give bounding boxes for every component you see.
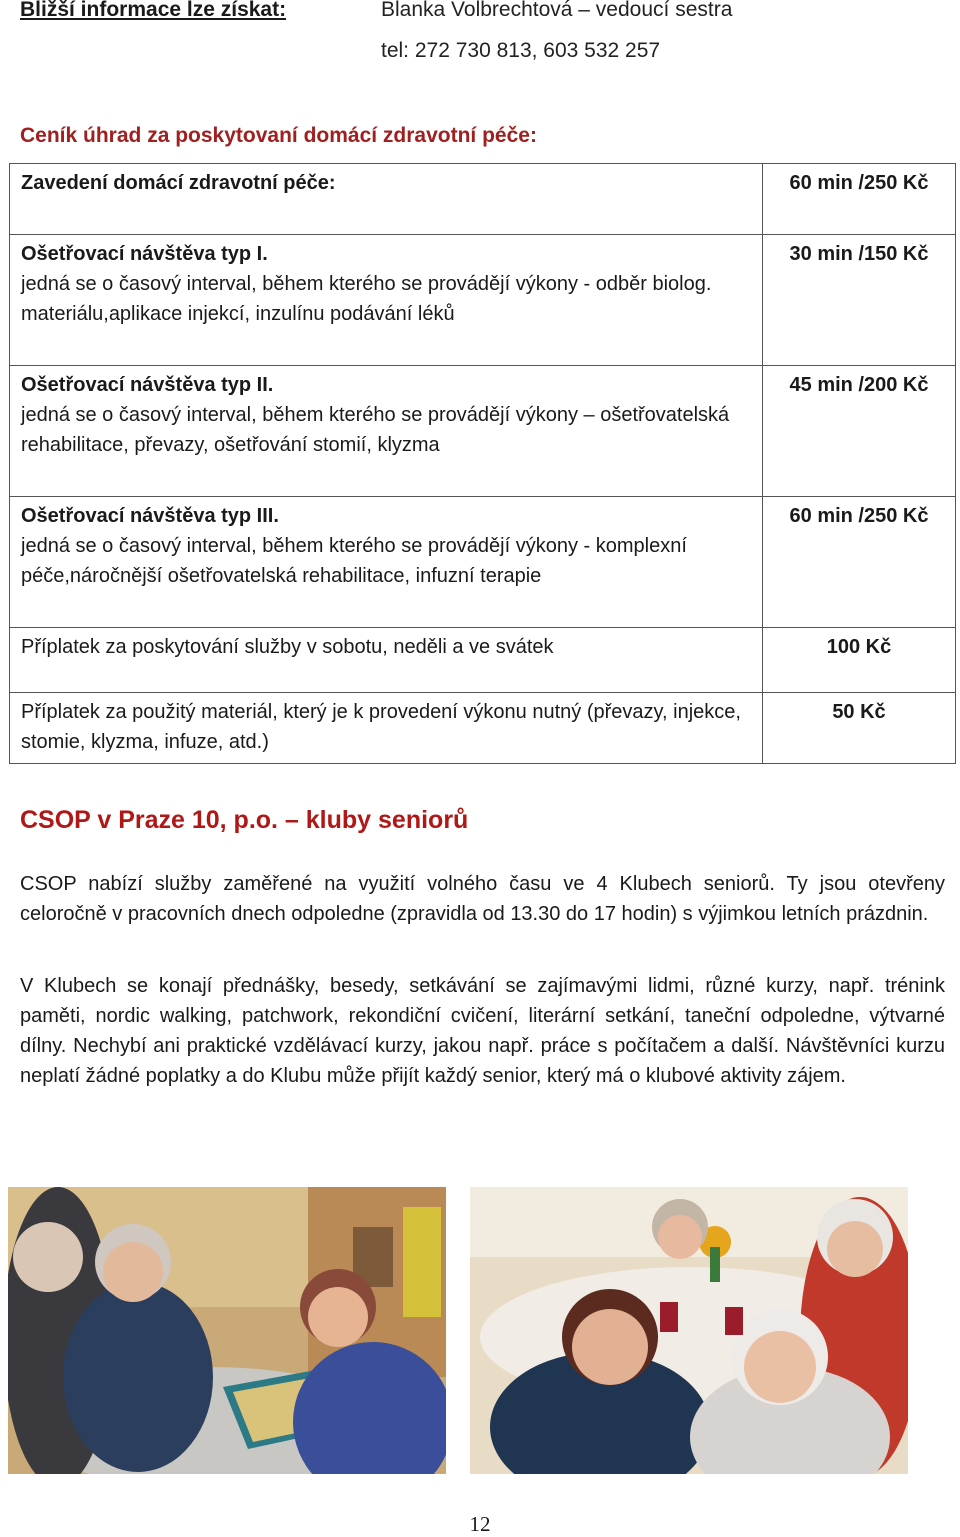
- price-cell: 50 Kč: [763, 693, 956, 764]
- csop-paragraph-2: V Klubech se konají přednášky, besedy, setkávání se zajímavými lidmi, různé kurzy, např. trénink paměti, nordic walking, patchwork, rekondiční cvičení, literární setkání, taneční odpoledne, výtvarné dílny. Nechybí ani praktické vzdělávací kurzy, jakou např. práce s počítačem a další. Návštěvníci kurzu neplatí žádné poplatky a do Klubu může přijít každý senior, který má o klubové aktivity zájem.: [20, 975, 945, 1087]
- csop-paragraph-1: CSOP nabízí služby zaměřené na využití volného času ve 4 Klubech seniorů. Ty jsou otevřeny celoročně v pracovních dnech odpoledne (zpravidla od 13.30 do 17 hodin) s výjimkou letních prázdnin.: [20, 873, 945, 925]
- table-row: [10, 693, 956, 764]
- service-description: jedná se o časový interval, během kterého se provádějí výkony - odběr biolog. materiálu,aplikace injekcí, inzulínu podávání léků: [21, 273, 712, 325]
- table-row: [10, 628, 956, 693]
- csop-heading: CSOP v Praze 10, p.o. – kluby seniorů: [20, 806, 469, 834]
- service-cell: [10, 497, 763, 628]
- service-title: Ošetřovací návštěva typ I.: [21, 243, 268, 265]
- table-row: [10, 497, 956, 628]
- price-cell: 60 min /250 Kč: [763, 497, 956, 628]
- price-cell: 100 Kč: [763, 628, 956, 693]
- service-description: Příplatek za poskytování služby v sobotu, neděli a ve svátek: [21, 636, 554, 658]
- price-table: [9, 163, 956, 764]
- service-title: Zavedení domácí zdravotní péče:: [21, 172, 336, 194]
- service-description: jedná se o časový interval, během kterého se provádějí výkony – ošetřovatelská rehabilitace, převazy, ošetřování stomií, klyzma: [21, 404, 730, 456]
- table-row: [10, 366, 956, 497]
- contact-name: Blanka Volbrechtová – vedoucí sestra: [381, 0, 733, 21]
- price-cell: 60 min /250 Kč: [763, 164, 956, 235]
- service-cell: [10, 164, 763, 235]
- service-cell: [10, 366, 763, 497]
- service-description: Příplatek za použitý materiál, který je k provedení výkonu nutný (převazy, injekce, stomie, klyzma, infuze, atd.): [21, 701, 741, 753]
- contact-label: Bližší informace lze získat:: [20, 0, 287, 21]
- table-row: [10, 235, 956, 366]
- table-row: [10, 164, 956, 235]
- service-cell: [10, 628, 763, 693]
- service-title: Ošetřovací návštěva typ III.: [21, 505, 279, 527]
- price-cell: 30 min /150 Kč: [763, 235, 956, 366]
- service-cell: [10, 693, 763, 764]
- price-cell: 45 min /200 Kč: [763, 366, 956, 497]
- photo-seniors-board-game: [8, 1187, 446, 1474]
- price-list-heading: Ceník úhrad za poskytovaní domácí zdravotní péče:: [20, 124, 537, 147]
- contact-phone: tel: 272 730 813, 603 532 257: [381, 39, 661, 62]
- service-title: Ošetřovací návštěva typ II.: [21, 374, 274, 396]
- page-number: 12: [469, 1512, 491, 1536]
- photo-seniors-cafe: [470, 1187, 908, 1474]
- service-cell: [10, 235, 763, 366]
- service-description: jedná se o časový interval, během kterého se provádějí výkony - komplexní péče,náročnější ošetřovatelská rehabilitace, infuzní terapie: [21, 535, 687, 587]
